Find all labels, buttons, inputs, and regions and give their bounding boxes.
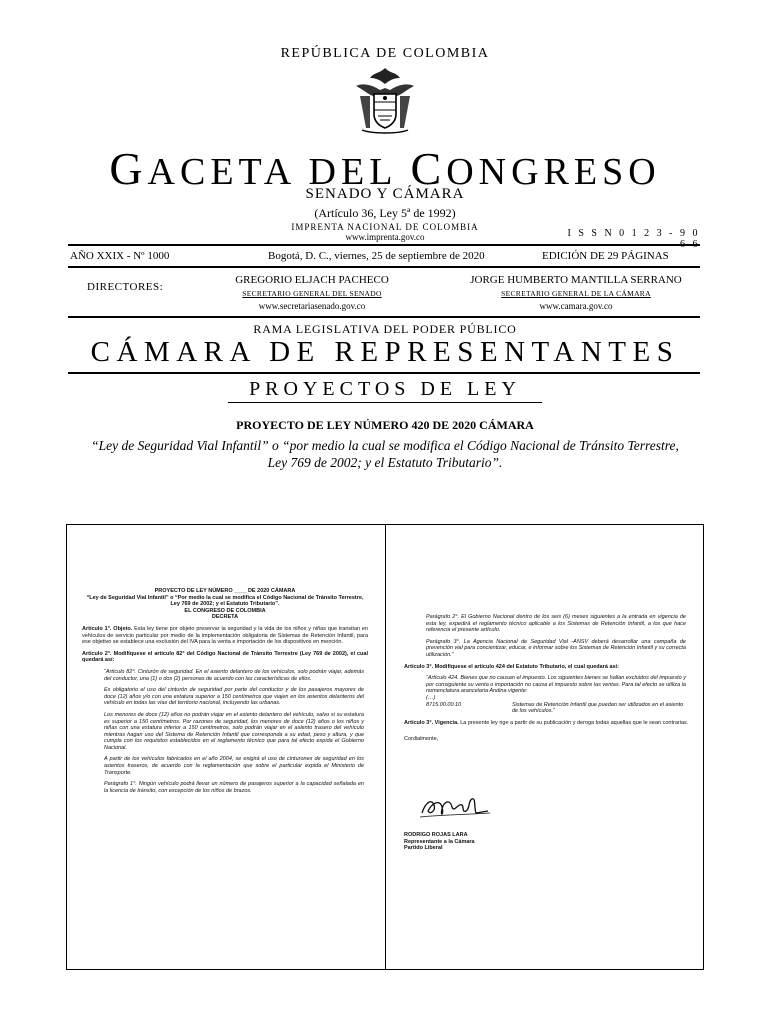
director-camara — [452, 274, 700, 311]
doc-heading-3: EL CONGRESO DE COLOMBIA — [184, 607, 266, 614]
edition-pages: EDICIÓN DE 29 PÁGINAS — [542, 250, 669, 262]
doc-heading-4: DECRETA — [211, 614, 239, 621]
doc-quote-5: Parágrafo 1°. Ningún vehículo podrá llevar un número de pasajeros superior a la capacidad señalada en la licencia de tránsito, con excepción de los niños de brazos. — [104, 781, 364, 794]
doc-article-1-text: Esta ley tiene por objeto preservar la seguridad y la vida de los niños y niñas que transitan en vehículos de servicio particular por medio de la implementación obligatoria de Sistemas de Retención Infantil, para ese objetivo se establece una exclusión del IVA para la venta e importación de los dispositivos en mención. — [82, 625, 368, 646]
gaceta-title-part1: ACETA DEL — [147, 151, 411, 193]
doc-ellipsis: (…) — [426, 694, 436, 701]
doc-heading-2: “Ley de Seguridad Vial Infantil” o “Por medio la cual se modifica el Código Nacional de Tránsito Terrestre, Ley 769 de 2002; y el Estatuto Tributario”. — [86, 594, 364, 608]
doc-quote-3: Los menores de doce (12) años no podrán viajar en el asiento delantero del vehículo, salvo si su estatura es superior a 150 centímetros. Por razones de seguridad, los menores de doce (12) años o los niños y niñas con una estatura inferior a 150 centímetros, solo podrán viajar en el asiento trasero del vehículo mientras hagan uso del Sistema de Retención Infantil que corresponda a su edad, peso y altura, y que cumpla con los requisitos establecidos en el reglamento técnico que para tal efecto expida el Gobierno Nacional. — [104, 711, 364, 751]
doc-quote-1: “Artículo 82°. Cinturón de seguridad. En el asiento delantero de los vehículos, solo podrán viajar, además del conductor, una (1) o dos (2) personas de acuerdo con las características de ellos. — [104, 668, 364, 682]
proyectos-de-ley-heading: PROYECTOS DE LEY — [249, 378, 521, 400]
doc-cordialmente: Cordialmente, — [404, 736, 439, 743]
director-senado-web: www.secretariasenado.gov.co — [258, 301, 366, 311]
doc-paragrafo-3: Parágrafo 3°. La Agencia Nacional de Seguridad Vial -ANSV deberá desarrollar una campaña de prevención vial para concientizar, educar, e informar sobre los Sistemas de Retención Infantil y su correcta utilización.” — [426, 638, 686, 658]
director-senado-name: GREGORIO ELJACH PACHECO — [235, 274, 389, 286]
doc-article-1 — [82, 626, 368, 646]
doc-vigencia-text: La presente ley rige a partir de su publicación y deroga todas aquellas que le sean contrarias. — [458, 719, 689, 726]
edition-bar-bottom-rule — [68, 266, 700, 268]
directors-bottom-rule — [68, 316, 700, 318]
articulo-reference: (Artículo 36, Ley 5ª de 1992) — [314, 206, 456, 220]
director-camara-role: SECRETARIO GENERAL DE LA CÁMARA — [501, 289, 651, 298]
doc-article-2-label: Artículo 2°. Modifíquese el artículo 82° del Código Nacional de Tránsito Terrestre (Ley 769 de 2002), el cual quedará así: — [82, 650, 368, 664]
director-senado — [214, 274, 410, 311]
scanned-document-divider — [385, 524, 386, 969]
camara-rule — [68, 372, 700, 374]
republica-heading: REPÚBLICA DE COLOMBIA — [280, 46, 490, 61]
doc-paragrafo-2: Parágrafo 2°. El Gobierno Nacional dentro de los seis (6) meses siguientes a la entrada en vigencia de esta ley, expedirá el reglamento técnico aplicable a los Sistemas de Retención Infantil, a los que hace referencia el presente artículo. — [426, 614, 686, 634]
doc-heading-1: PROYECTO DE LEY NÚMERO ____ DE 2020 CÁMARA — [154, 588, 296, 594]
publication-date: Bogotá, D. C., viernes, 25 de septiembre de 2020 — [268, 250, 485, 262]
imprenta-url: www.imprenta.gov.co — [345, 232, 425, 242]
doc-tariff-row — [404, 702, 690, 715]
proyectos-underline — [228, 402, 542, 403]
issn-number: I S S N 0 1 2 3 - 9 0 — [567, 228, 700, 239]
doc-article-2 — [82, 651, 368, 664]
senado-camara-subtitle: SENADO Y CÁMARA — [305, 186, 465, 202]
edition-bar-top-rule — [68, 244, 700, 246]
director-senado-role: SECRETARIO GENERAL DEL SENADO — [242, 289, 382, 298]
doc-vigencia — [404, 720, 690, 727]
doc-vigencia-label: Artículo 3°. Vigencia. — [404, 719, 459, 726]
doc-article-1-label: Artículo 1°. Objeto. — [82, 625, 133, 632]
director-camara-name: JORGE HUMBERTO MANTILLA SERRANO — [470, 274, 682, 286]
gaceta-title-cap-g: G — [109, 143, 148, 194]
doc-tariff-code: 8715.00.00.10 — [426, 701, 462, 708]
coat-of-arms-emblem — [352, 66, 418, 136]
document-left-column — [82, 588, 368, 799]
doc-signer-party: Partido Liberal — [404, 845, 443, 852]
proyecto-ley-subtitle: “Ley de Seguridad Vial Infantil” o “por medio la cual se modifica el Código Nacional de Tránsito Terrestre, Ley 769 de 2002; y el Estatuto Tributario”. — [91, 438, 679, 470]
doc-signer-name: RODRIGO ROJAS LARA — [404, 832, 468, 838]
proyecto-ley-title: PROYECTO DE LEY NÚMERO 420 DE 2020 CÁMARA — [236, 418, 534, 432]
director-camara-web: www.camara.gov.co — [539, 301, 613, 311]
gaceta-title-cap-c: C — [410, 143, 447, 194]
signature-image — [418, 793, 492, 821]
doc-tariff-description: Sistemas de Retención Infantil que puedan ser utilizados en el asiento de los vehículos.” — [512, 701, 684, 715]
imprenta-nacional: IMPRENTA NACIONAL DE COLOMBIA — [291, 222, 479, 232]
doc-signer-block — [404, 832, 604, 852]
doc-article-3-label: Artículo 3°. Modifíquese el artículo 424 del Estatuto Tributario, el cual quedará así: — [404, 663, 619, 670]
gaceta-title-part2: ONGRESO — [446, 151, 661, 193]
camara-representantes-heading: CÁMARA DE REPRESENTANTES — [90, 336, 680, 368]
doc-article-3 — [404, 664, 690, 671]
document-right-column — [404, 614, 690, 748]
doc-article-424: “Artículo 424. Bienes que no causan el impuesto. Los siguientes bienes se hallan excluidos del impuesto y por consiguiente su venta o importación no causa el impuesto sobre las ventas. Para tal efecto se utiliza la nomenclatura arancelaria Andina vigente: — [426, 675, 686, 695]
year-number: AÑO XXIX - Nº 1000 — [70, 250, 170, 262]
doc-quote-2: Es obligatorio el uso del cinturón de seguridad por parte del conductor y de los pasajeros mayores de doce (12) años y/o con una estatura superior a 150 centímetros que viajen en los asientos delanteros del vehículo en todas las vías del territorio nacional, incluyendo las urbanas. — [104, 687, 364, 707]
directores-label: DIRECTORES: — [87, 281, 164, 293]
doc-quote-4: A partir de los vehículos fabricados en el año 2004, se exigirá el uso de cinturones de seguridad en los asientos traseros, de acuerdo con la reglamentación que sobre el particular expida el Ministerio de Transporte. — [104, 756, 364, 776]
doc-signer-role: Representante a la Cámara — [404, 838, 475, 845]
rama-legislativa-heading: RAMA LEGISLATIVA DEL PODER PÚBLICO — [253, 322, 517, 336]
